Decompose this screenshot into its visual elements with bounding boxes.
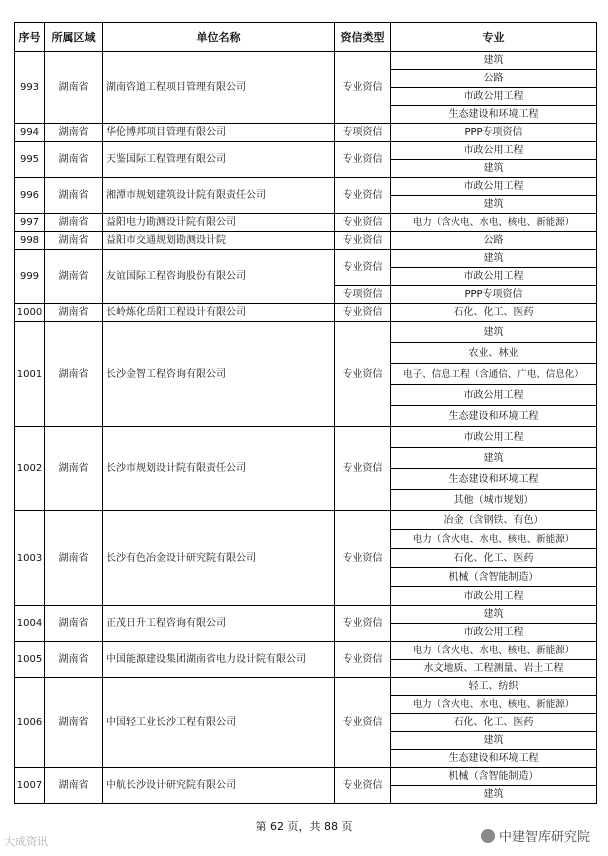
cell-no: 996: [15, 178, 45, 214]
cell-no: 1003: [15, 511, 45, 606]
cell-name: 长沙金智工程咨询有限公司: [103, 322, 335, 427]
table-row: [15, 124, 597, 142]
cell-specialty: 电力（含火电、水电、核电、新能源）: [391, 696, 597, 714]
cell-specialty: 轻工、纺织: [391, 678, 597, 696]
table-row: [15, 142, 597, 160]
page-number: 第 62 页，共 88 页: [255, 820, 353, 833]
table-row: [15, 250, 597, 268]
cell-name: 中国能源建设集团湖南省电力设计院有限公司: [103, 642, 335, 678]
cell-name: 中航长沙设计研究院有限公司: [103, 768, 335, 804]
cell-specialty: PPP专项资信: [391, 286, 597, 304]
cell-specialty: 市政公用工程: [391, 178, 597, 196]
cell-name: 友谊国际工程咨询股份有限公司: [103, 250, 335, 304]
cell-no: 1002: [15, 427, 45, 511]
header-specialty: 专业: [391, 23, 597, 52]
cell-type: 专业资信: [335, 427, 391, 511]
cell-name: 湖南咨道工程项目管理有限公司: [103, 52, 335, 124]
cell-no: 1001: [15, 322, 45, 427]
header-no: 序号: [15, 23, 45, 52]
cell-specialty: 市政公用工程: [391, 385, 597, 406]
cell-type: 专业资信: [335, 322, 391, 427]
cell-specialty: 建筑: [391, 322, 597, 343]
cell-specialty: 冶金（含钢铁、有色）: [391, 511, 597, 530]
watermark-right-text: 中建智库研究院: [498, 830, 590, 845]
cell-specialty: 市政公用工程: [391, 624, 597, 642]
cell-specialty: 建筑: [391, 160, 597, 178]
cell-specialty: 电力（含火电、水电、核电、新能源）: [391, 214, 597, 232]
cell-specialty: PPP专项资信: [391, 124, 597, 142]
cell-specialty: 建筑: [391, 786, 597, 804]
cell-specialty: 生态建设和环境工程: [391, 469, 597, 490]
header-type: 资信类型: [335, 23, 391, 52]
cell-specialty: 其他（城市规划）: [391, 490, 597, 511]
cell-region: 湖南省: [45, 232, 103, 250]
table-row: [15, 322, 597, 343]
watermark-right: [481, 826, 590, 845]
cell-region: 湖南省: [45, 427, 103, 511]
table-row: [15, 427, 597, 448]
cell-type: 专项资信: [335, 286, 391, 304]
cell-type: 专业资信: [335, 52, 391, 124]
cell-region: 湖南省: [45, 322, 103, 427]
cell-type: 专项资信: [335, 124, 391, 142]
cell-specialty: 建筑: [391, 196, 597, 214]
cell-name: 正茂日升工程咨询有限公司: [103, 606, 335, 642]
cell-specialty: 市政公用工程: [391, 587, 597, 606]
table-row: [15, 511, 597, 530]
table-row: [15, 214, 597, 232]
cell-type: 专业资信: [335, 304, 391, 322]
cell-name: 中国轻工业长沙工程有限公司: [103, 678, 335, 768]
cell-specialty: 市政公用工程: [391, 268, 597, 286]
cell-region: 湖南省: [45, 250, 103, 304]
cell-region: 湖南省: [45, 304, 103, 322]
header-name: 单位名称: [103, 23, 335, 52]
cell-region: 湖南省: [45, 768, 103, 804]
cell-specialty: 石化、化工、医药: [391, 304, 597, 322]
cell-name: 长沙有色冶金设计研究院有限公司: [103, 511, 335, 606]
header-region: 所属区域: [45, 23, 103, 52]
cell-type: 专业资信: [335, 178, 391, 214]
cell-type: 专业资信: [335, 768, 391, 804]
cell-region: 湖南省: [45, 678, 103, 768]
cell-type: 专业资信: [335, 642, 391, 678]
cell-specialty: 机械（含智能制造）: [391, 568, 597, 587]
cell-no: 994: [15, 124, 45, 142]
cell-name: 华伦博邦项目管理有限公司: [103, 124, 335, 142]
watermark-left: 大成资讯: [4, 835, 48, 848]
table-row: [15, 642, 597, 660]
cell-name: 益阳市交通规划勘测设计院: [103, 232, 335, 250]
cell-region: 湖南省: [45, 214, 103, 232]
cell-region: 湖南省: [45, 142, 103, 178]
cell-specialty: 公路: [391, 232, 597, 250]
cell-name: 湘潭市规划建筑设计院有限责任公司: [103, 178, 335, 214]
cell-no: 1007: [15, 768, 45, 804]
cell-region: 湖南省: [45, 606, 103, 642]
cell-specialty: 电力（含火电、水电、核电、新能源）: [391, 642, 597, 660]
cell-type: 专业资信: [335, 142, 391, 178]
cell-no: 1004: [15, 606, 45, 642]
table-row: [15, 606, 597, 624]
table-row: [15, 52, 597, 70]
cell-name: 益阳电力勘测设计院有限公司: [103, 214, 335, 232]
cell-type: 专业资信: [335, 214, 391, 232]
cell-specialty: 建筑: [391, 732, 597, 750]
table-row: [15, 178, 597, 196]
cell-specialty: 生态建设和环境工程: [391, 750, 597, 768]
cell-no: 993: [15, 52, 45, 124]
cell-region: 湖南省: [45, 511, 103, 606]
table-row: [15, 232, 597, 250]
cell-specialty: 石化、化工、医药: [391, 714, 597, 732]
cell-region: 湖南省: [45, 52, 103, 124]
cell-no: 997: [15, 214, 45, 232]
cell-specialty: 市政公用工程: [391, 88, 597, 106]
cell-specialty: 农业、林业: [391, 343, 597, 364]
cell-specialty: 电子、信息工程（含通信、广电、信息化）: [391, 364, 597, 385]
cell-name: 长岭炼化岳阳工程设计有限公司: [103, 304, 335, 322]
cell-specialty: 市政公用工程: [391, 427, 597, 448]
cell-name: 长沙市规划设计院有限责任公司: [103, 427, 335, 511]
cell-specialty: 建筑: [391, 448, 597, 469]
table-header-row: [15, 23, 597, 52]
table-row: [15, 678, 597, 696]
cell-no: 998: [15, 232, 45, 250]
cell-name: 天鉴国际工程管理有限公司: [103, 142, 335, 178]
cell-no: 1000: [15, 304, 45, 322]
wechat-icon: [481, 829, 495, 843]
cell-specialty: 生态建设和环境工程: [391, 406, 597, 427]
cell-specialty: 机械（含智能制造）: [391, 768, 597, 786]
cell-region: 湖南省: [45, 178, 103, 214]
cell-specialty: 建筑: [391, 52, 597, 70]
cell-specialty: 公路: [391, 70, 597, 88]
cell-type: 专业资信: [335, 511, 391, 606]
table-body: [15, 52, 597, 804]
cell-no: 1005: [15, 642, 45, 678]
qualification-table: [14, 22, 597, 804]
cell-type: 专业资信: [335, 232, 391, 250]
cell-region: 湖南省: [45, 124, 103, 142]
cell-specialty: 市政公用工程: [391, 142, 597, 160]
cell-type: 专业资信: [335, 250, 391, 286]
table-row: [15, 768, 597, 786]
cell-specialty: 生态建设和环境工程: [391, 106, 597, 124]
cell-type: 专业资信: [335, 606, 391, 642]
cell-no: 1006: [15, 678, 45, 768]
table-row: [15, 304, 597, 322]
cell-type: 专业资信: [335, 678, 391, 768]
cell-specialty: 建筑: [391, 250, 597, 268]
cell-region: 湖南省: [45, 642, 103, 678]
cell-specialty: 电力（含火电、水电、核电、新能源）: [391, 530, 597, 549]
cell-specialty: 石化、化工、医药: [391, 549, 597, 568]
cell-specialty: 水文地质、工程测量、岩土工程: [391, 660, 597, 678]
cell-no: 995: [15, 142, 45, 178]
cell-specialty: 建筑: [391, 606, 597, 624]
cell-no: 999: [15, 250, 45, 304]
